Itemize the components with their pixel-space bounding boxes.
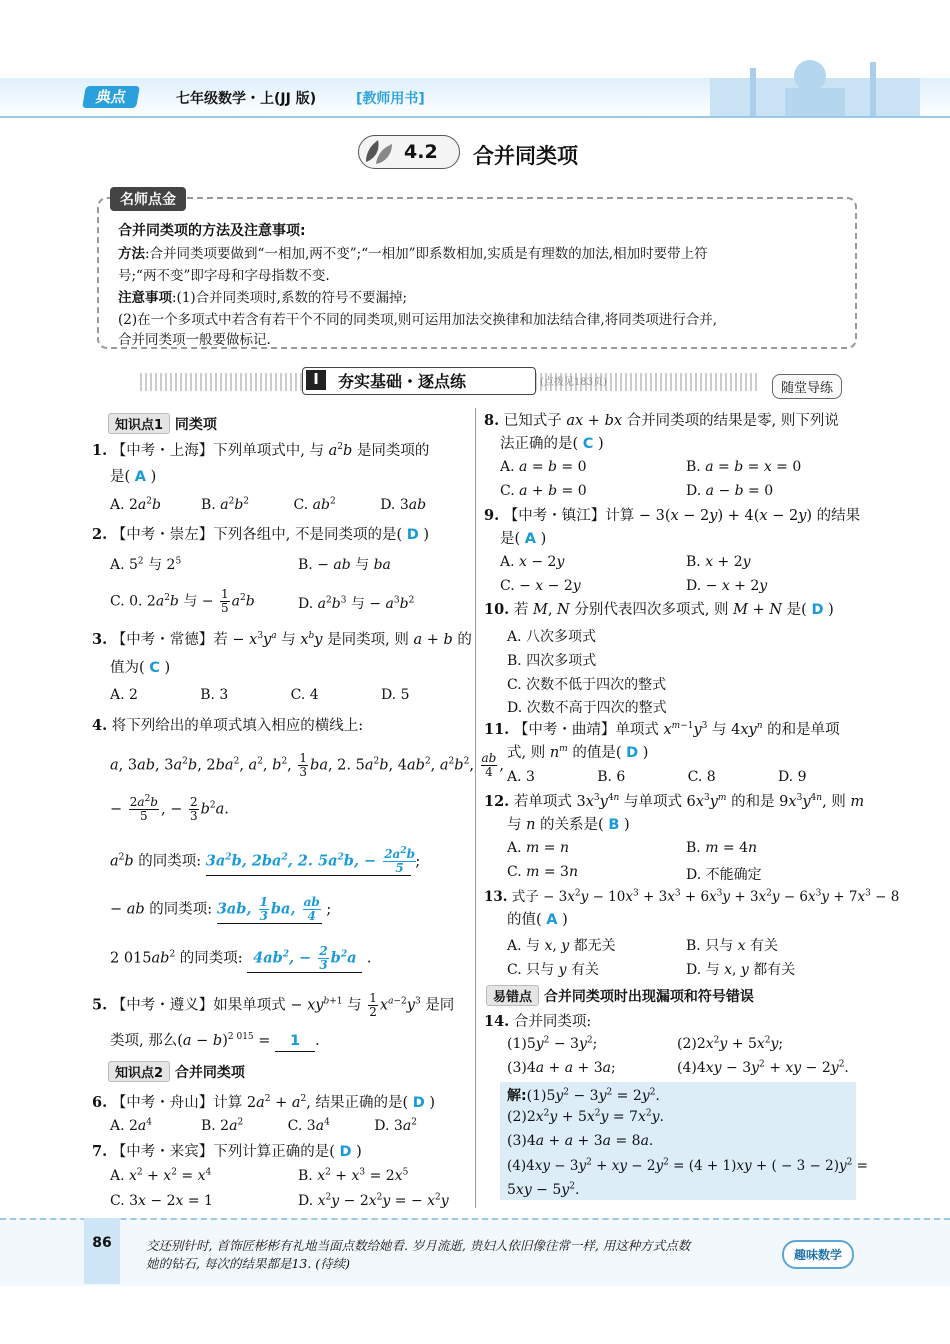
kp1-tag: 知识点1 — [108, 413, 170, 434]
q9-option-a: A. x − 2y — [500, 554, 565, 570]
answer-7: D — [339, 1144, 352, 1160]
q14-part-2: $(2)2x^2y + 5x^2y$; — [677, 1035, 784, 1052]
q2-options-ab: A. $5^2$ 与 $2^5$ — [110, 556, 182, 573]
q7-option-b: B. $x^2 + x^3 = 2x^5$ — [298, 1167, 409, 1184]
section-number: 4.2 — [404, 141, 438, 163]
q1-options: A. $2a^2b$ B. $a^2b^2$ C. $ab^2$ D. 3ab — [110, 496, 427, 513]
footer-text-2: 她的钻石, 每次的结果都是13. (待续) — [146, 1256, 351, 1271]
error-point — [486, 985, 754, 1006]
question-2: 2. 【中考・崇左】下列各组中, 不是同类项的是( D ) — [92, 526, 430, 543]
q2-option-b: B. − ab 与 ba — [298, 557, 391, 573]
notice-1: :(1)合并同类项时,系数的符号不要漏掉; — [172, 290, 408, 306]
q13-option-a: A. 与 x, y 都无关 — [507, 938, 616, 954]
q9-option-c: C. − x − 2y — [500, 578, 581, 594]
banner-title: 夯实基础・逐点练 — [338, 372, 467, 391]
question-3: 3. 【中考・常德】若 − $x^3y^a$ 与 $x^by$ 是同类项, 则 a + b 的 — [92, 631, 472, 648]
answer-11: D — [626, 745, 639, 761]
q13-option-b: B. 只与 x 有关 — [686, 938, 778, 954]
notice-label: 注意事项 — [118, 290, 172, 306]
question-8-line2: 法正确的是( C ) — [500, 436, 604, 452]
question-6: 6. 【中考・舟山】计算 $2a^2 + a^2$, 结果正确的是( D ) — [92, 1094, 436, 1111]
q4-blank-1: $a^2b$ 的同类项: $3a^2b$, $2ba^2$, 2. $5a^2b$, − $\frac{2a^2b}{5}$ ; — [110, 846, 421, 875]
tips-heading: 合并同类项的方法及注意事项: — [118, 223, 306, 239]
question-4: 4. 将下列给出的单项式填入相应的横线上: — [92, 717, 364, 734]
question-9: 9. 【中考・镇江】计算 − 3(x − 2y) + 4(x − 2y) 的结果 — [484, 507, 861, 524]
footer-text-1: 交还别针时, 首饰匠彬彬有礼地当面点数给她看. 岁月流逝, 贵妇人依旧像往常一样, 用这种方式点数 — [146, 1238, 691, 1253]
banner-note: (点拨见183页) — [540, 377, 607, 388]
q9-option-b: B. x + 2y — [686, 554, 751, 570]
q8-option-a: A. a = b = 0 — [500, 459, 587, 475]
banner-side: 随堂导练 — [772, 374, 842, 399]
q2-option-c: C. 0. $2a^2b$ 与 − $\frac{1}{5}$ $a^2b$ — [110, 587, 255, 615]
kp2-tag: 知识点2 — [108, 1061, 170, 1082]
skyline-decoration — [690, 48, 950, 120]
q10-option-d: D. 次数不高于四次的整式 — [507, 700, 667, 716]
solution-4-line2: $5xy - 5y^2$. — [507, 1181, 580, 1198]
book-title: 七年级数学・上(JJ 版) — [176, 91, 317, 107]
q10-option-b: B. 四次多项式 — [507, 653, 597, 669]
column-divider — [475, 408, 476, 1208]
q9-option-d: D. − x + 2y — [686, 578, 768, 594]
question-12-line2: 与 n 的关系是( B ) — [507, 817, 630, 833]
question-10: 10. 若 M, N 分别代表四次多项式, 则 M + N 是( D ) — [484, 601, 834, 618]
leaf-icon — [362, 138, 396, 166]
q12-option-b: B. m = 4n — [686, 840, 758, 856]
question-11-line2: 式, 则 $n^m$ 的值是( D ) — [507, 744, 649, 761]
q8-option-d: D. a − b = 0 — [686, 483, 774, 499]
q14-part-4: $(4)4xy - 3y^2$ + xy − $2y^2$. — [677, 1059, 849, 1076]
q7-option-a: A. $x^2 + x^2 = x^4$ — [110, 1167, 212, 1184]
solution-3: (3)4a + a + 3a = 8a. — [507, 1133, 654, 1149]
tips-method — [118, 242, 708, 262]
question-1-line2: 是( A ) — [110, 469, 157, 485]
solution-1: 解$:(1)5y^2 - 3y^2 = 2y^2$. — [507, 1087, 660, 1104]
question-12: 12. 若单项式 $3x^3y^{4n}$ 与单项式 $6x^3y^m$ 的和是 $9x^3y^{4n}$, 则 m — [484, 793, 865, 810]
question-13: 13. 式子 − $3x^2y - 10x^3 + 3x^3 + 6x^3y + 3x^2y - 6x^3y + 7x^3 - 8$ — [484, 888, 900, 905]
q12-option-d: D. 不能确定 — [686, 867, 762, 883]
tips-notice-3: 合并同类项一般要做标记. — [118, 332, 271, 348]
q12-option-c: C. m = 3n — [507, 864, 578, 880]
q10-option-c: C. 次数不低于四次的整式 — [507, 677, 667, 693]
question-11: 11. 【中考・曲靖】单项式 $x^{m-1}y^3$ 与 $4xy^n$ 的和是单项 — [484, 721, 840, 738]
solution-4: $(4)4xy - 3y^2$ + xy − $2y^2 = (4 + 1)xy$ + ( − $3 - 2)y^2$ = — [507, 1157, 868, 1174]
kp2 — [108, 1061, 245, 1082]
question-7: 7. 【中考・来宾】下列计算正确的是( D ) — [92, 1143, 362, 1160]
kp1-title: 同类项 — [174, 417, 217, 433]
tips-method-2: 号;“两不变”即字母和字母指数不变. — [118, 268, 330, 284]
answer-2: D — [406, 527, 419, 543]
q14-part-1: $(1)5y^2 - 3y^2$; — [507, 1035, 598, 1052]
q7-option-d: D. $x^2y - 2x^2y$ = − $x^2y$ — [298, 1192, 449, 1209]
q10-option-a: A. 八次多项式 — [507, 629, 597, 645]
question-4-terms-2: − $\frac{2a^2b}{5}$ , − $\frac{2}{3}$ $b^2a$. — [110, 794, 229, 823]
footer-badge: 趣味数学 — [782, 1240, 854, 1269]
question-8: 8. 已知式子 ax + bx 合并同类项的结果是零, 则下列说 — [484, 412, 839, 429]
answer-8: C — [582, 436, 594, 452]
answer-10: D — [811, 602, 824, 618]
question-5: 5. 【中考・遵义】如果单项式 − $xy^{b+1}$ 与 $\frac{1}{2}$ $x^{a-2}y^3$ 是同 — [92, 991, 455, 1019]
kp1 — [108, 413, 217, 434]
tips-badge: 名师点金 — [110, 187, 186, 211]
tips-notice — [118, 286, 407, 306]
q6-options: A. $2a^4$ B. $2a^2$ C. $3a^4$ D. $3a^2$ — [110, 1117, 417, 1134]
error-title: 合并同类项时出现漏项和符号错误 — [543, 989, 754, 1005]
q7-option-c: C. 3x − 2x = 1 — [110, 1193, 213, 1209]
method-label: 方法 — [118, 246, 145, 262]
tips-notice-2: (2)在一个多项式中若含有若干个不同的同类项,则可运用加法交换律和加法结合律,将同类项进行合并, — [118, 312, 717, 328]
question-1: 1. 【中考・上海】下列单项式中, 与 $a^2b$ 是同类项的 — [92, 442, 430, 459]
section-title: 合并同类项 — [473, 144, 578, 168]
edition-label: [教师用书] — [356, 91, 425, 107]
answer-3: C — [149, 660, 160, 676]
logo: 典点 — [82, 86, 140, 108]
answer-1: A — [134, 469, 147, 485]
q11-options: A. 3 B. 6 C. 8 D. 9 — [507, 769, 807, 785]
kp2-title: 合并同类项 — [174, 1065, 245, 1081]
header-line — [0, 116, 950, 118]
banner-roman: I — [306, 370, 326, 390]
answer-12: B — [608, 817, 620, 833]
q13-option-d: D. 与 x, y 都有关 — [686, 962, 796, 978]
method-text-1: :合并同类项要做到“一相加,两不变”;“一相加”即系数相加,实质是有理数的加法,相加时要带上符 — [145, 246, 708, 262]
question-3-line2: 值为( C ) — [110, 660, 171, 676]
question-14: 14. 合并同类项: — [484, 1013, 592, 1030]
solution-2: $(2)2x^2y + 5x^2y = 7x^2y$. — [507, 1108, 664, 1125]
answer-5: 1 — [275, 1031, 315, 1052]
error-tag: 易错点 — [486, 985, 539, 1006]
q14-part-3: (3)4a + a + 3a; — [507, 1060, 616, 1076]
answer-13: A — [546, 912, 558, 928]
question-5-line2: 类项, 那么$(a - b)^{2 015} = 1$ . — [110, 1031, 320, 1052]
question-13-line2: 的值( A ) — [507, 912, 568, 928]
q8-option-c: C. a + b = 0 — [500, 483, 587, 499]
q12-option-a: A. m = n — [507, 840, 569, 856]
q8-option-b: B. a = b = x = 0 — [686, 459, 802, 475]
q2-option-d: D. $a^2b^3$ 与 − $a^3b^2$ — [298, 595, 415, 612]
page-number: 86 — [84, 1218, 120, 1284]
question-9-line2: 是( A ) — [500, 531, 547, 547]
answer-6: D — [412, 1095, 425, 1111]
q13-option-c: C. 只与 y 有关 — [507, 962, 599, 978]
question-4-terms: a, 3ab, $3a^2b$, $2ba^2$, $a^2$, $b^2$, $\frac{1}{3}$ ba, 2. $5a^2b$, $4ab^2$, $a^2b^2$, $\frac{ab}{4}$ , — [110, 751, 504, 779]
q4-blank-3: 2 $015ab^2$ 的同类项: $4ab^2$, − $\frac{2}{3}$ $b^2a$ . — [110, 944, 372, 972]
q3-options: A. 2 B. 3 C. 4 D. 5 — [110, 687, 410, 703]
answer-9: A — [524, 531, 537, 547]
q4-blank-2: − ab 的同类项: 3ab, $\frac{1}{3}$ ba, $\frac{ab}{4}$ ; — [110, 895, 332, 923]
